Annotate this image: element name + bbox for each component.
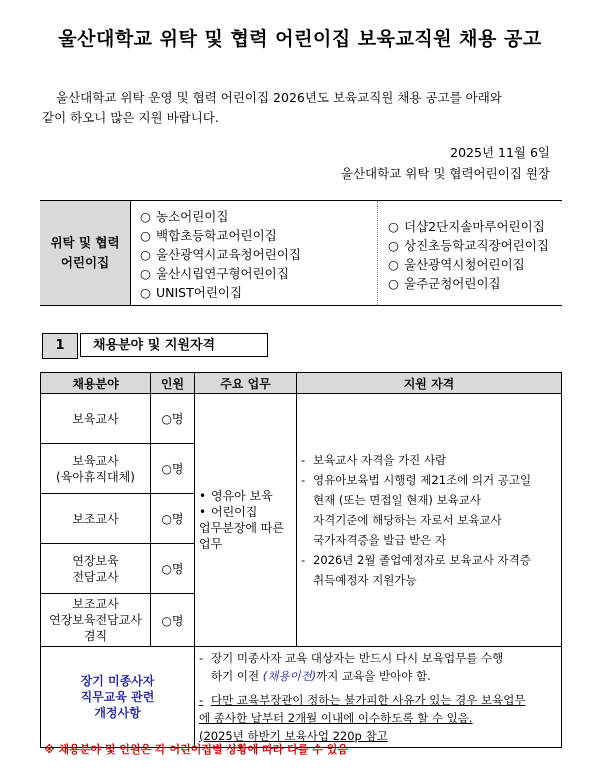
bullet-icon: •: [199, 489, 207, 503]
table-row-longterm: [41, 647, 562, 748]
section-title: 채용분야 및 지원자격: [80, 333, 268, 357]
qualification-item: - 영유아보육법 시행령 제21조에 의거 공고일: [301, 473, 532, 487]
duty-line: 업무분장에 따른: [199, 521, 284, 535]
page-title: 울산대학교 위탁 및 협력 어린이집 보육교직원 채용 공고: [58, 28, 542, 50]
intro-line-2: 같이 하오니 많은 지원 바랍니다.: [42, 110, 219, 125]
centers-label-line-2: 어린이집: [60, 255, 110, 270]
duty-item: • 어린이집: [199, 505, 258, 519]
center-item: ○ 울산광역시교육청어린이집: [140, 247, 301, 262]
circle-bullet-icon: ○: [388, 257, 399, 272]
centers-list-right: [388, 217, 549, 293]
count-cell: ○명: [151, 494, 195, 544]
centers-box: [40, 200, 562, 306]
field-cell: 보육교사: [41, 394, 151, 444]
column-divider: [377, 201, 378, 305]
table-header-row: [41, 373, 562, 394]
signature: 울산대학교 위탁 및 협력어린이집 원장: [340, 166, 550, 181]
circle-bullet-icon: ○: [140, 247, 151, 262]
circle-bullet-icon: ○: [140, 209, 151, 224]
field-cell: 보조교사 연장보육전담교사 겸직: [41, 594, 151, 647]
announcement-date: 2025년 11월 6일: [450, 145, 550, 160]
center-item: ○ 울산광역시청어린이집: [388, 257, 525, 272]
duty-item: • 영유아 보육: [199, 489, 273, 503]
circle-bullet-icon: ○: [140, 228, 151, 243]
header-qualification: 지원 자격: [297, 373, 562, 394]
centers-label-line-1: 위탁 및 협력: [50, 235, 120, 250]
field-cell: 보조교사: [41, 494, 151, 544]
centers-list-left: [140, 207, 301, 302]
footnote: ※ 채용분야 및 인원은 각 어린이집별 상황에 따라 다를 수 있음: [44, 743, 349, 756]
duty-line: 업무: [199, 537, 223, 551]
center-item: ○ 울산시립연구형어린이집: [140, 266, 289, 281]
table-row: [41, 394, 562, 444]
longterm-content: - 장기 미종사자 교육 대상자는 반드시 다시 보육업무를 수행 하기 이전 (채용이전)까지 교육을 받아야 함. - 다만 교육부장관이 정하는 불가피한 사유가 있는 경우 보육업무 에 종사한 날부터 2개월 이내에 이수하도록 할 수 있음. (2025년 하반기 보육사업 220p 참고: [195, 647, 562, 748]
center-item: ○ UNIST어린이집: [140, 285, 243, 300]
center-item: ○ 상진초등학교직장어린이집: [388, 238, 549, 253]
qualification-item: - 2026년 2월 졸업예정자로 보육교사 자격증: [301, 553, 531, 567]
bullet-icon: •: [199, 505, 207, 519]
intro-line-1: 울산대학교 위탁 운영 및 협력 어린이집 2026년도 보육교직원 채용 공고를 아래와: [56, 90, 502, 105]
circle-bullet-icon: ○: [388, 238, 399, 253]
longterm-label: 장기 미종사자 직무교육 관련 개정사항: [41, 647, 195, 748]
center-item: ○ 백합초등학교어린이집: [140, 228, 277, 243]
count-cell: ○명: [151, 544, 195, 594]
header-count: 인원: [151, 373, 195, 394]
section-number: 1: [42, 333, 78, 359]
center-item: ○ 울주군청어린이집: [388, 276, 501, 291]
center-item: ○ 농소어린이집: [140, 209, 229, 224]
count-cell: ○명: [151, 394, 195, 444]
qualification-item: - 보육교사 자격을 가진 사람: [301, 453, 447, 467]
count-cell: ○명: [151, 594, 195, 647]
recruitment-table: [40, 372, 562, 748]
circle-bullet-icon: ○: [388, 276, 399, 291]
header-field: 채용분야: [41, 373, 151, 394]
qualification-cell: - 보육교사 자격을 가진 사람 - 영유아보육법 시행령 제21조에 의거 공고일 현재 (또는 면접일 현재) 보육교사 자격기준에 해당하는 자로서 보육교사 국가자격증을 발급 받은 자 - 2026년 2월 졸업예정자로 보육교사 자격증 취득예정자 지원가능: [297, 394, 562, 647]
intro-paragraph: [42, 88, 562, 128]
count-cell: ○명: [151, 444, 195, 494]
center-item: ○ 더샵2단지솔마루어린이집: [388, 219, 545, 234]
centers-label: [40, 201, 131, 305]
duty-cell: [195, 394, 297, 647]
circle-bullet-icon: ○: [140, 266, 151, 281]
field-cell: 연장보육 전담교사: [41, 544, 151, 594]
circle-bullet-icon: ○: [388, 219, 399, 234]
header-duty: 주요 업무: [195, 373, 297, 394]
circle-bullet-icon: ○: [140, 285, 151, 300]
field-cell: 보육교사 (육아휴직대체): [41, 444, 151, 494]
